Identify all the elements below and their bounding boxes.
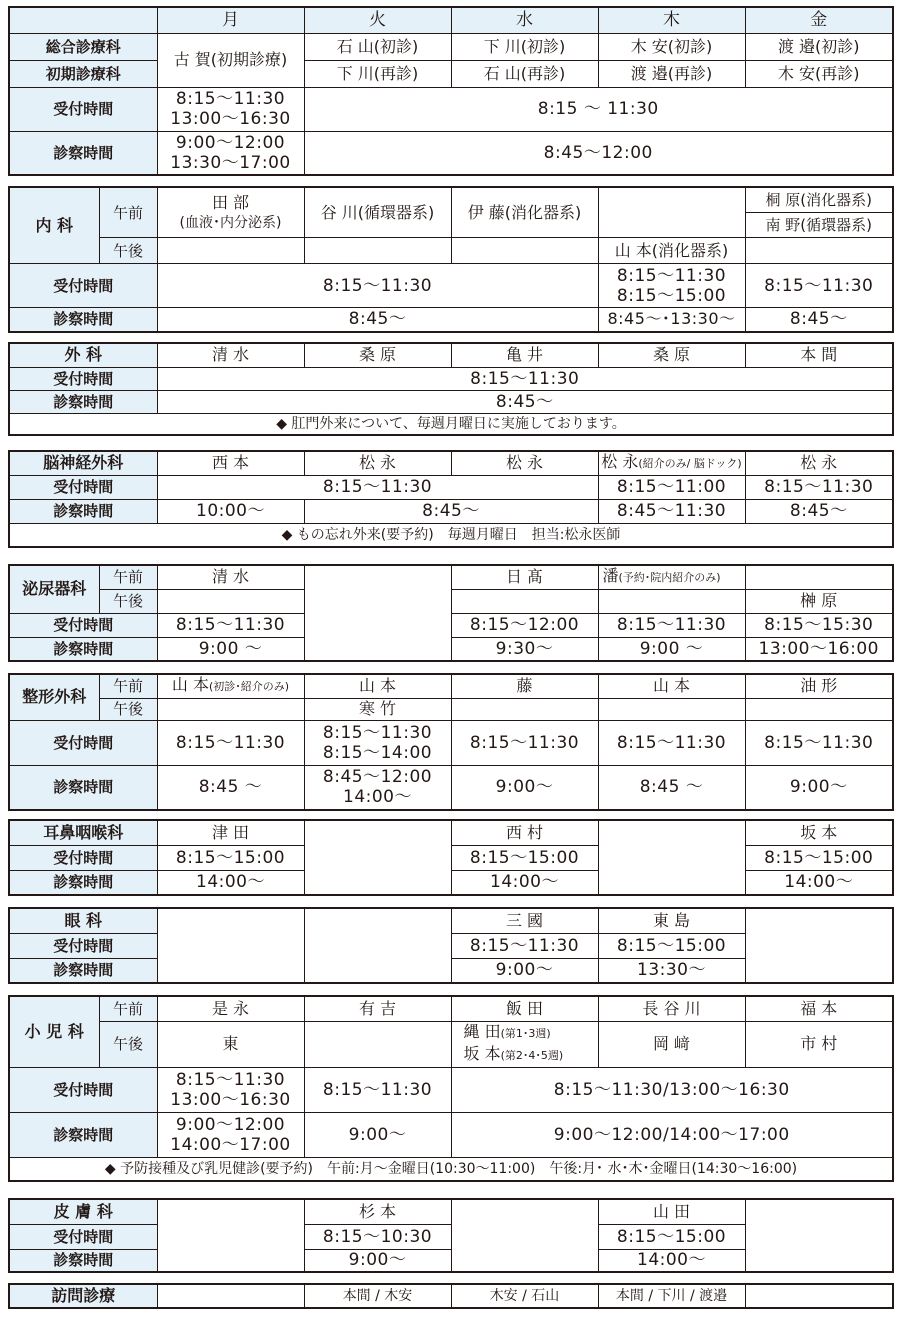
urology-pm-wed <box>451 589 598 613</box>
ortho-reception-tue: 8:15～11:30 8:15～14:00 <box>304 720 451 765</box>
urology-exam-thu: 9:00 ～ <box>598 637 745 661</box>
ortho-pm-fri <box>745 698 893 720</box>
urology-exam-label: 診察時間 <box>9 637 157 661</box>
dept-surgery: 外 科 <box>9 343 157 367</box>
derm-wed-empty <box>451 1199 598 1272</box>
dept-initial: 初期診療科 <box>9 60 157 87</box>
urology-pm-fri: 榊 原 <box>745 589 893 613</box>
pediatrics-pm-label: 午後 <box>99 1021 157 1067</box>
ent-exam-label: 診察時間 <box>9 870 157 895</box>
general-tue-2: 下 川(再診) <box>304 60 451 87</box>
dept-ortho: 整形外科 <box>9 674 99 720</box>
derm-reception-thu: 8:15～15:00 <box>598 1224 745 1249</box>
pediatrics-exam-tue: 9:00～ <box>304 1112 451 1157</box>
home-visit-wed: 木安 / 石山 <box>451 1284 598 1308</box>
internal-pm-label: 午後 <box>99 238 157 264</box>
neuro-exam-label: 診察時間 <box>9 499 157 523</box>
eye-reception-thu: 8:15～15:00 <box>598 933 745 958</box>
derm-exam-thu: 14:00～ <box>598 1249 745 1272</box>
urology-exam-fri: 13:00～16:00 <box>745 637 893 661</box>
pediatrics-table <box>8 995 894 1182</box>
ortho-exam-mon: 8:45 ～ <box>157 765 304 810</box>
pediatrics-reception-label: 受付時間 <box>9 1067 157 1112</box>
internal-exam-fri: 8:45～ <box>745 308 893 332</box>
eye-reception-wed: 8:15～11:30 <box>451 933 598 958</box>
derm-thu: 山 田 <box>598 1199 745 1224</box>
home-visit-mon <box>157 1284 304 1308</box>
urology-reception-label: 受付時間 <box>9 613 157 637</box>
derm-exam-tue: 9:00～ <box>304 1249 451 1272</box>
ortho-reception-fri: 8:15～11:30 <box>745 720 893 765</box>
ent-tue-empty <box>304 820 451 895</box>
pediatrics-am-fri: 福 本 <box>745 996 893 1021</box>
surgery-doctor-tue: 桑 原 <box>304 343 451 367</box>
general-wed-1: 下 川(初診) <box>451 33 598 60</box>
pediatrics-pm-wed: 縄 田(第1･3週) 坂 本(第2･4･5週) <box>451 1021 598 1067</box>
surgery-doctor-thu: 桑 原 <box>598 343 745 367</box>
dept-neuro: 脳神経外科 <box>9 451 157 475</box>
ortho-exam-fri: 9:00～ <box>745 765 893 810</box>
neuro-doctor-wed: 松 永 <box>451 451 598 475</box>
pediatrics-reception-tue: 8:15～11:30 <box>304 1067 451 1112</box>
ortho-pm-label: 午後 <box>99 698 157 720</box>
pediatrics-pm-fri: 市 村 <box>745 1021 893 1067</box>
day-tue: 火 <box>304 7 451 33</box>
urology-pm-thu <box>598 589 745 613</box>
internal-pm-thu: 山 本(消化器系) <box>598 238 745 264</box>
surgery-table <box>8 342 894 436</box>
eye-wed: 三 國 <box>451 908 598 933</box>
dept-eye: 眼 科 <box>9 908 157 933</box>
eye-fri-empty <box>745 908 893 983</box>
general-thu-1: 木 安(初診) <box>598 33 745 60</box>
pediatrics-exam-mon: 9:00～12:00 14:00～17:00 <box>157 1112 304 1157</box>
internal-exam-thu: 8:45～･13:30～ <box>598 308 745 332</box>
pediatrics-exam-rest: 9:00～12:00/14:00～17:00 <box>451 1112 893 1157</box>
urology-exam-mon: 9:00 ～ <box>157 637 304 661</box>
surgery-reception: 8:15～11:30 <box>157 367 893 390</box>
general-reception-rest: 8:15 ～ 11:30 <box>304 87 893 131</box>
derm-mon-empty <box>157 1199 304 1272</box>
pediatrics-note: ◆ 予防接種及び乳児健診(要予約) 午前:月～金曜日(10:30～11:00) 午後:月･ 水･木･金曜日(14:30～16:00) <box>9 1157 893 1181</box>
ortho-exam-wed: 9:00～ <box>451 765 598 810</box>
exam-label: 診察時間 <box>9 131 157 175</box>
urology-tue-empty <box>304 565 451 661</box>
ent-reception-label: 受付時間 <box>9 845 157 870</box>
ortho-pm-thu <box>598 698 745 720</box>
derm-exam-label: 診察時間 <box>9 1249 157 1272</box>
urology-pm-label: 午後 <box>99 589 157 613</box>
derm-reception-tue: 8:15～10:30 <box>304 1224 451 1249</box>
ent-reception-fri: 8:15～15:00 <box>745 845 893 870</box>
general-reception-mon: 8:15～11:30 13:00～16:30 <box>157 87 304 131</box>
eye-exam-wed: 9:00～ <box>451 958 598 983</box>
urology-am-mon: 清 水 <box>157 565 304 589</box>
neuro-doctor-mon: 西 本 <box>157 451 304 475</box>
ent-exam-fri: 14:00～ <box>745 870 893 895</box>
neuro-doctor-thu: 松 永(紹介のみ/ 脳ドック) <box>598 451 745 475</box>
surgery-doctor-fri: 本 間 <box>745 343 893 367</box>
pediatrics-am-label: 午前 <box>99 996 157 1021</box>
general-fri-1: 渡 邉(初診) <box>745 33 893 60</box>
day-thu: 木 <box>598 7 745 33</box>
dept-pediatrics: 小 児 科 <box>9 996 99 1067</box>
ent-reception-mon: 8:15～15:00 <box>157 845 304 870</box>
dept-general: 総合診療科 <box>9 33 157 60</box>
surgery-reception-label: 受付時間 <box>9 367 157 390</box>
urology-exam-wed: 9:30～ <box>451 637 598 661</box>
ortho-am-wed: 藤 <box>451 674 598 698</box>
internal-pm-tue <box>304 238 451 264</box>
ortho-pm-tue: 寒 竹 <box>304 698 451 720</box>
pediatrics-pm-mon: 東 <box>157 1021 304 1067</box>
pediatrics-am-thu: 長 谷 川 <box>598 996 745 1021</box>
ortho-pm-wed <box>451 698 598 720</box>
day-wed: 水 <box>451 7 598 33</box>
internal-reception-thu: 8:15～11:30 8:15～15:00 <box>598 264 745 308</box>
pediatrics-pm-thu: 岡 﨑 <box>598 1021 745 1067</box>
general-schedule-table <box>8 6 894 176</box>
ent-reception-wed: 8:15～15:00 <box>451 845 598 870</box>
urology-pm-mon <box>157 589 304 613</box>
dept-internal: 内 科 <box>9 187 99 264</box>
pediatrics-exam-label: 診察時間 <box>9 1112 157 1157</box>
ortho-exam-tue: 8:45～12:00 14:00～ <box>304 765 451 810</box>
ent-wed: 西 村 <box>451 820 598 845</box>
internal-pm-fri <box>745 238 893 264</box>
internal-exam-mon-wed: 8:45～ <box>157 308 598 332</box>
neuro-exam-tue-wed: 8:45～ <box>304 499 598 523</box>
surgery-doctor-wed: 亀 井 <box>451 343 598 367</box>
home-visit-table <box>8 1283 894 1309</box>
ent-table <box>8 819 894 896</box>
neuro-reception-thu: 8:15～11:00 <box>598 475 745 499</box>
ortho-reception-mon: 8:15～11:30 <box>157 720 304 765</box>
derm-table <box>8 1198 894 1273</box>
home-visit-thu: 本間 / 下川 / 渡邉 <box>598 1284 745 1308</box>
dept-urology: 泌尿器科 <box>9 565 99 613</box>
general-mon-doctor: 古 賀(初期診療) <box>157 33 304 87</box>
eye-exam-thu: 13:30～ <box>598 958 745 983</box>
urology-reception-mon: 8:15～11:30 <box>157 613 304 637</box>
home-visit-fri <box>745 1284 893 1308</box>
ortho-reception-label: 受付時間 <box>9 720 157 765</box>
internal-reception-label: 受付時間 <box>9 264 157 308</box>
internal-am-tue: 谷 川(循環器系) <box>304 187 451 238</box>
surgery-exam: 8:45～ <box>157 390 893 413</box>
ent-exam-mon: 14:00～ <box>157 870 304 895</box>
ent-fri: 坂 本 <box>745 820 893 845</box>
urology-reception-thu: 8:15～11:30 <box>598 613 745 637</box>
ortho-reception-wed: 8:15～11:30 <box>451 720 598 765</box>
neuro-reception-label: 受付時間 <box>9 475 157 499</box>
general-exam-rest: 8:45～12:00 <box>304 131 893 175</box>
ortho-pm-mon <box>157 698 304 720</box>
surgery-note: ◆ 肛門外来について、毎週月曜日に実施しております。 <box>9 413 893 435</box>
neuro-exam-fri: 8:45～ <box>745 499 893 523</box>
ortho-table <box>8 673 894 811</box>
eye-reception-label: 受付時間 <box>9 933 157 958</box>
pediatrics-am-mon: 是 永 <box>157 996 304 1021</box>
neuro-exam-mon: 10:00～ <box>157 499 304 523</box>
derm-tue: 杉 本 <box>304 1199 451 1224</box>
neuro-reception-mon-wed: 8:15～11:30 <box>157 475 598 499</box>
ortho-am-tue: 山 本 <box>304 674 451 698</box>
internal-exam-label: 診察時間 <box>9 308 157 332</box>
general-fri-2: 木 安(再診) <box>745 60 893 87</box>
pediatrics-pm-tue <box>304 1021 451 1067</box>
internal-am-thu <box>598 187 745 238</box>
derm-fri-empty <box>745 1199 893 1272</box>
ortho-exam-thu: 8:45 ～ <box>598 765 745 810</box>
neuro-doctor-tue: 松 永 <box>304 451 451 475</box>
dept-derm: 皮 膚 科 <box>9 1199 157 1224</box>
ortho-exam-label: 診察時間 <box>9 765 157 810</box>
urology-am-thu: 潘(予約･院内紹介のみ) <box>598 565 745 589</box>
urology-reception-wed: 8:15～12:00 <box>451 613 598 637</box>
pediatrics-reception-mon: 8:15～11:30 13:00～16:30 <box>157 1067 304 1112</box>
urology-reception-fri: 8:15～15:30 <box>745 613 893 637</box>
header-corner <box>9 7 157 33</box>
ent-thu-empty <box>598 820 745 895</box>
internal-reception-fri: 8:15～11:30 <box>745 264 893 308</box>
ent-mon: 津 田 <box>157 820 304 845</box>
neuro-table <box>8 450 894 548</box>
general-tue-1: 石 山(初診) <box>304 33 451 60</box>
day-mon: 月 <box>157 7 304 33</box>
neuro-doctor-fri: 松 永 <box>745 451 893 475</box>
internal-am-label: 午前 <box>99 187 157 238</box>
internal-pm-mon <box>157 238 304 264</box>
ortho-am-thu: 山 本 <box>598 674 745 698</box>
urology-am-wed: 日 髙 <box>451 565 598 589</box>
urology-table <box>8 564 894 662</box>
derm-reception-label: 受付時間 <box>9 1224 157 1249</box>
pediatrics-reception-rest: 8:15～11:30/13:00～16:30 <box>451 1067 893 1112</box>
internal-pm-wed <box>451 238 598 264</box>
ortho-reception-thu: 8:15～11:30 <box>598 720 745 765</box>
eye-exam-label: 診察時間 <box>9 958 157 983</box>
ent-exam-wed: 14:00～ <box>451 870 598 895</box>
internal-table <box>8 186 894 333</box>
day-fri: 金 <box>745 7 893 33</box>
dept-home-visit: 訪問診療 <box>9 1284 157 1308</box>
internal-am-fri: 桐 原(消化器系) 南 野(循環器系) <box>745 187 893 238</box>
surgery-doctor-mon: 清 水 <box>157 343 304 367</box>
general-exam-mon: 9:00～12:00 13:30～17:00 <box>157 131 304 175</box>
eye-tue-empty <box>304 908 451 983</box>
internal-am-wed: 伊 藤(消化器系) <box>451 187 598 238</box>
reception-label: 受付時間 <box>9 87 157 131</box>
internal-reception-mon-wed: 8:15～11:30 <box>157 264 598 308</box>
urology-am-fri <box>745 565 893 589</box>
general-wed-2: 石 山(再診) <box>451 60 598 87</box>
general-thu-2: 渡 邉(再診) <box>598 60 745 87</box>
internal-am-mon: 田 部 (血液･内分泌系) <box>157 187 304 238</box>
neuro-exam-thu: 8:45～11:30 <box>598 499 745 523</box>
eye-thu: 東 島 <box>598 908 745 933</box>
ortho-am-mon: 山 本(初診･紹介のみ) <box>157 674 304 698</box>
ortho-am-label: 午前 <box>99 674 157 698</box>
dept-ent: 耳鼻咽喉科 <box>9 820 157 845</box>
home-visit-tue: 本間 / 木安 <box>304 1284 451 1308</box>
eye-table <box>8 907 894 984</box>
neuro-note: ◆ もの忘れ外来(要予約) 毎週月曜日 担当:松永医師 <box>9 523 893 547</box>
urology-am-label: 午前 <box>99 565 157 589</box>
pediatrics-am-tue: 有 吉 <box>304 996 451 1021</box>
ortho-am-fri: 油 形 <box>745 674 893 698</box>
pediatrics-am-wed: 飯 田 <box>451 996 598 1021</box>
neuro-reception-fri: 8:15～11:30 <box>745 475 893 499</box>
eye-mon-empty <box>157 908 304 983</box>
surgery-exam-label: 診察時間 <box>9 390 157 413</box>
